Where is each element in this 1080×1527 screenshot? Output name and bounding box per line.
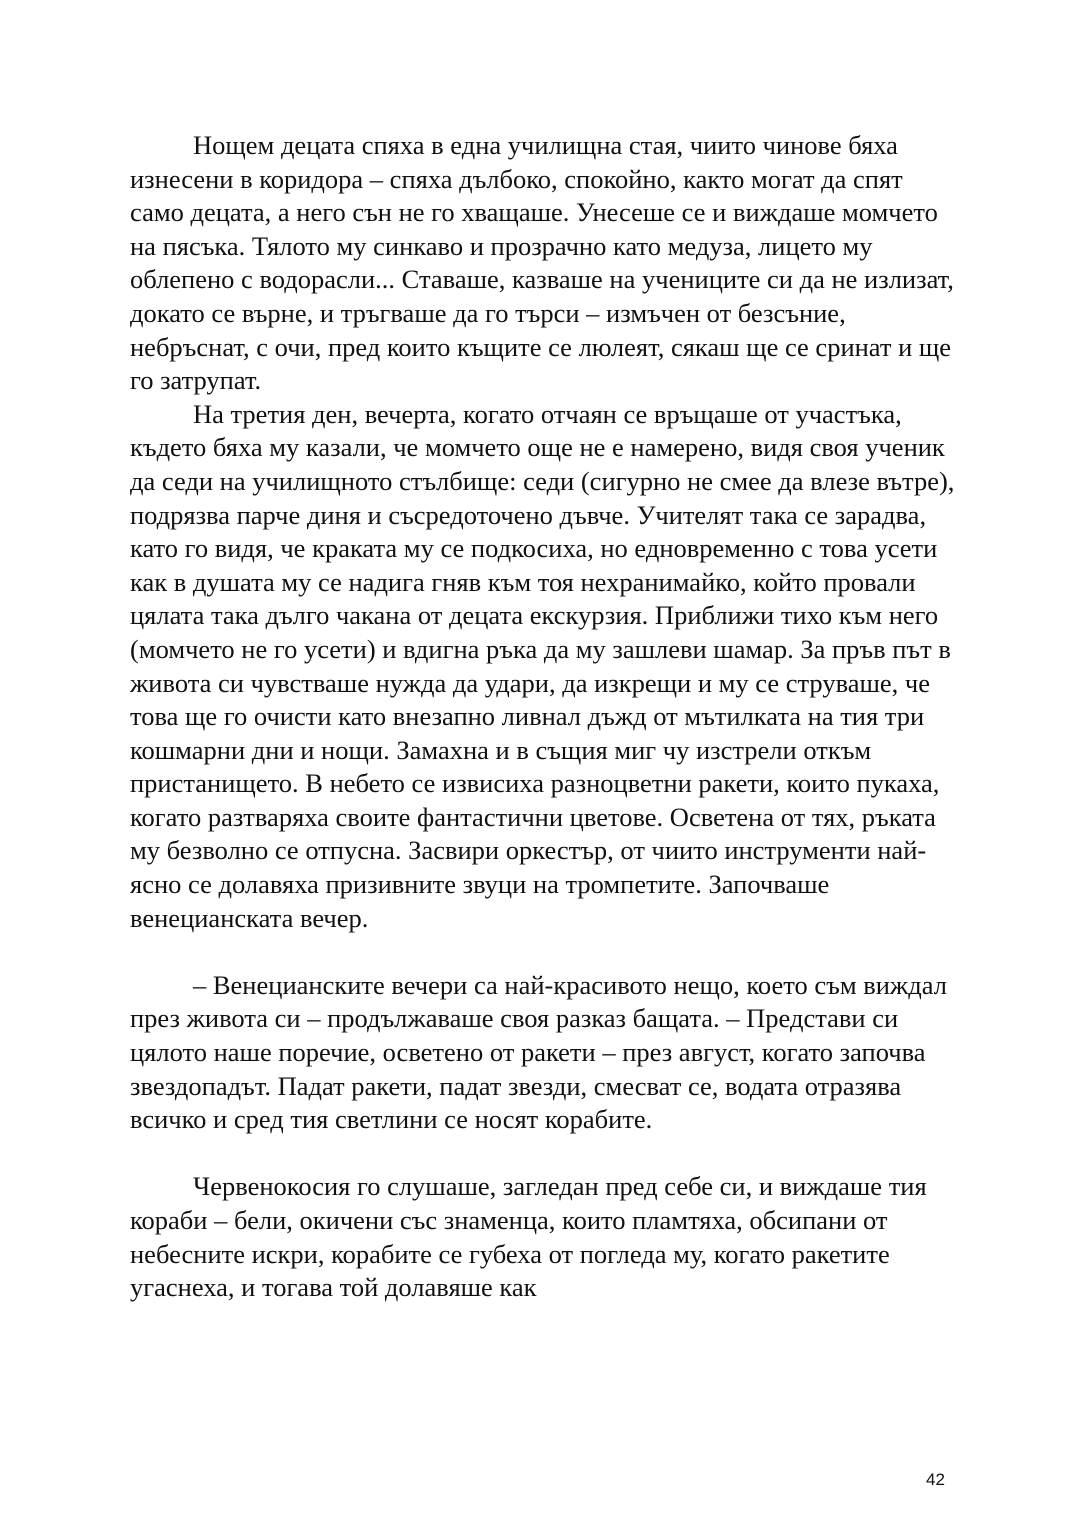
paragraph-1: Нощем децата спяха в една училищна стая, чиито чинове бяха изнесени в коридора – спяха дълбоко, спокойно, както могат да спят само децата, а него сън не го хващаше. Унесеше се и виждаше момчето на пясъка. Тялото му синкаво и прозрачно като медуза, лицето му облепено с водорасли... Ставаше, казваше на учениците си да не излизат, докато се върне, и тръгваше да го търси – измъчен от безсъние, небръснат, с очи, пред които къщите се люлеят, сякаш ще се сринат и ще го затрупат. — [130, 130, 954, 396]
paragraph-2: На третия ден, вечерта, когато отчаян се връщаше от участъка, където бяха му казали, че момчето още не е намерено, видя своя ученик да седи на училищното стълбище: седи (сигурно не смее да влезе вътре), подрязва парче диня и съсредоточено дъвче. Учителят така се зарадва, като го видя, че краката му се подкосиха, но едновременно с това усети как в душата му се надига гняв към тоя нехранимайко, който провали цялата така дълго чакана от децата екскурзия. Приближи тихо към него (момчето не го усети) и вдигна ръка да му зашлеви шамар. За пръв път в живота си чувстваше нужда да удари, да изкрещи и му се струваше, че това ще го очисти като внезапно ливнал дъжд от мътилката на тия три кошмарни дни и нощи. Замахна и в същия миг чу изстрели откъм пристанището. В небето се извисиха разноцветни ракети, които пукаха, когато разтваряха своите фантастични цветове. Осветена от тях, ръката му безволно се отпусна. Засвири оркестър, от чиито инструменти най-ясно се долавяха призивните звуци на тромпетите. Започваше венецианската вечер. — [130, 398, 955, 933]
paragraph-3: – Венецианските вечери са най-красивото нещо, което съм виждал през живота си – продължаваше своя разказ бащата. – Представи си цялото наше поречие, осветено от ракети – през август, когато започва звездопадът. Падат ракети, падат звезди, смесват се, водата отразява всичко и сред тия светлини се носят корабите. — [130, 969, 947, 1135]
page-number: 42 — [926, 1470, 945, 1489]
paragraph-spacer — [130, 935, 960, 969]
body-text — [130, 129, 960, 1305]
paragraph-4: Червенокосия го слушаше, загледан пред себе си, и виждаше тия кораби – бели, окичени със знаменца, които пламтяха, обсипани от небесните искри, корабите се губеха от погледа му, когато ракетите угаснеха, и тогава той долавяше как — [130, 1171, 927, 1303]
paragraph-spacer — [130, 1137, 960, 1171]
